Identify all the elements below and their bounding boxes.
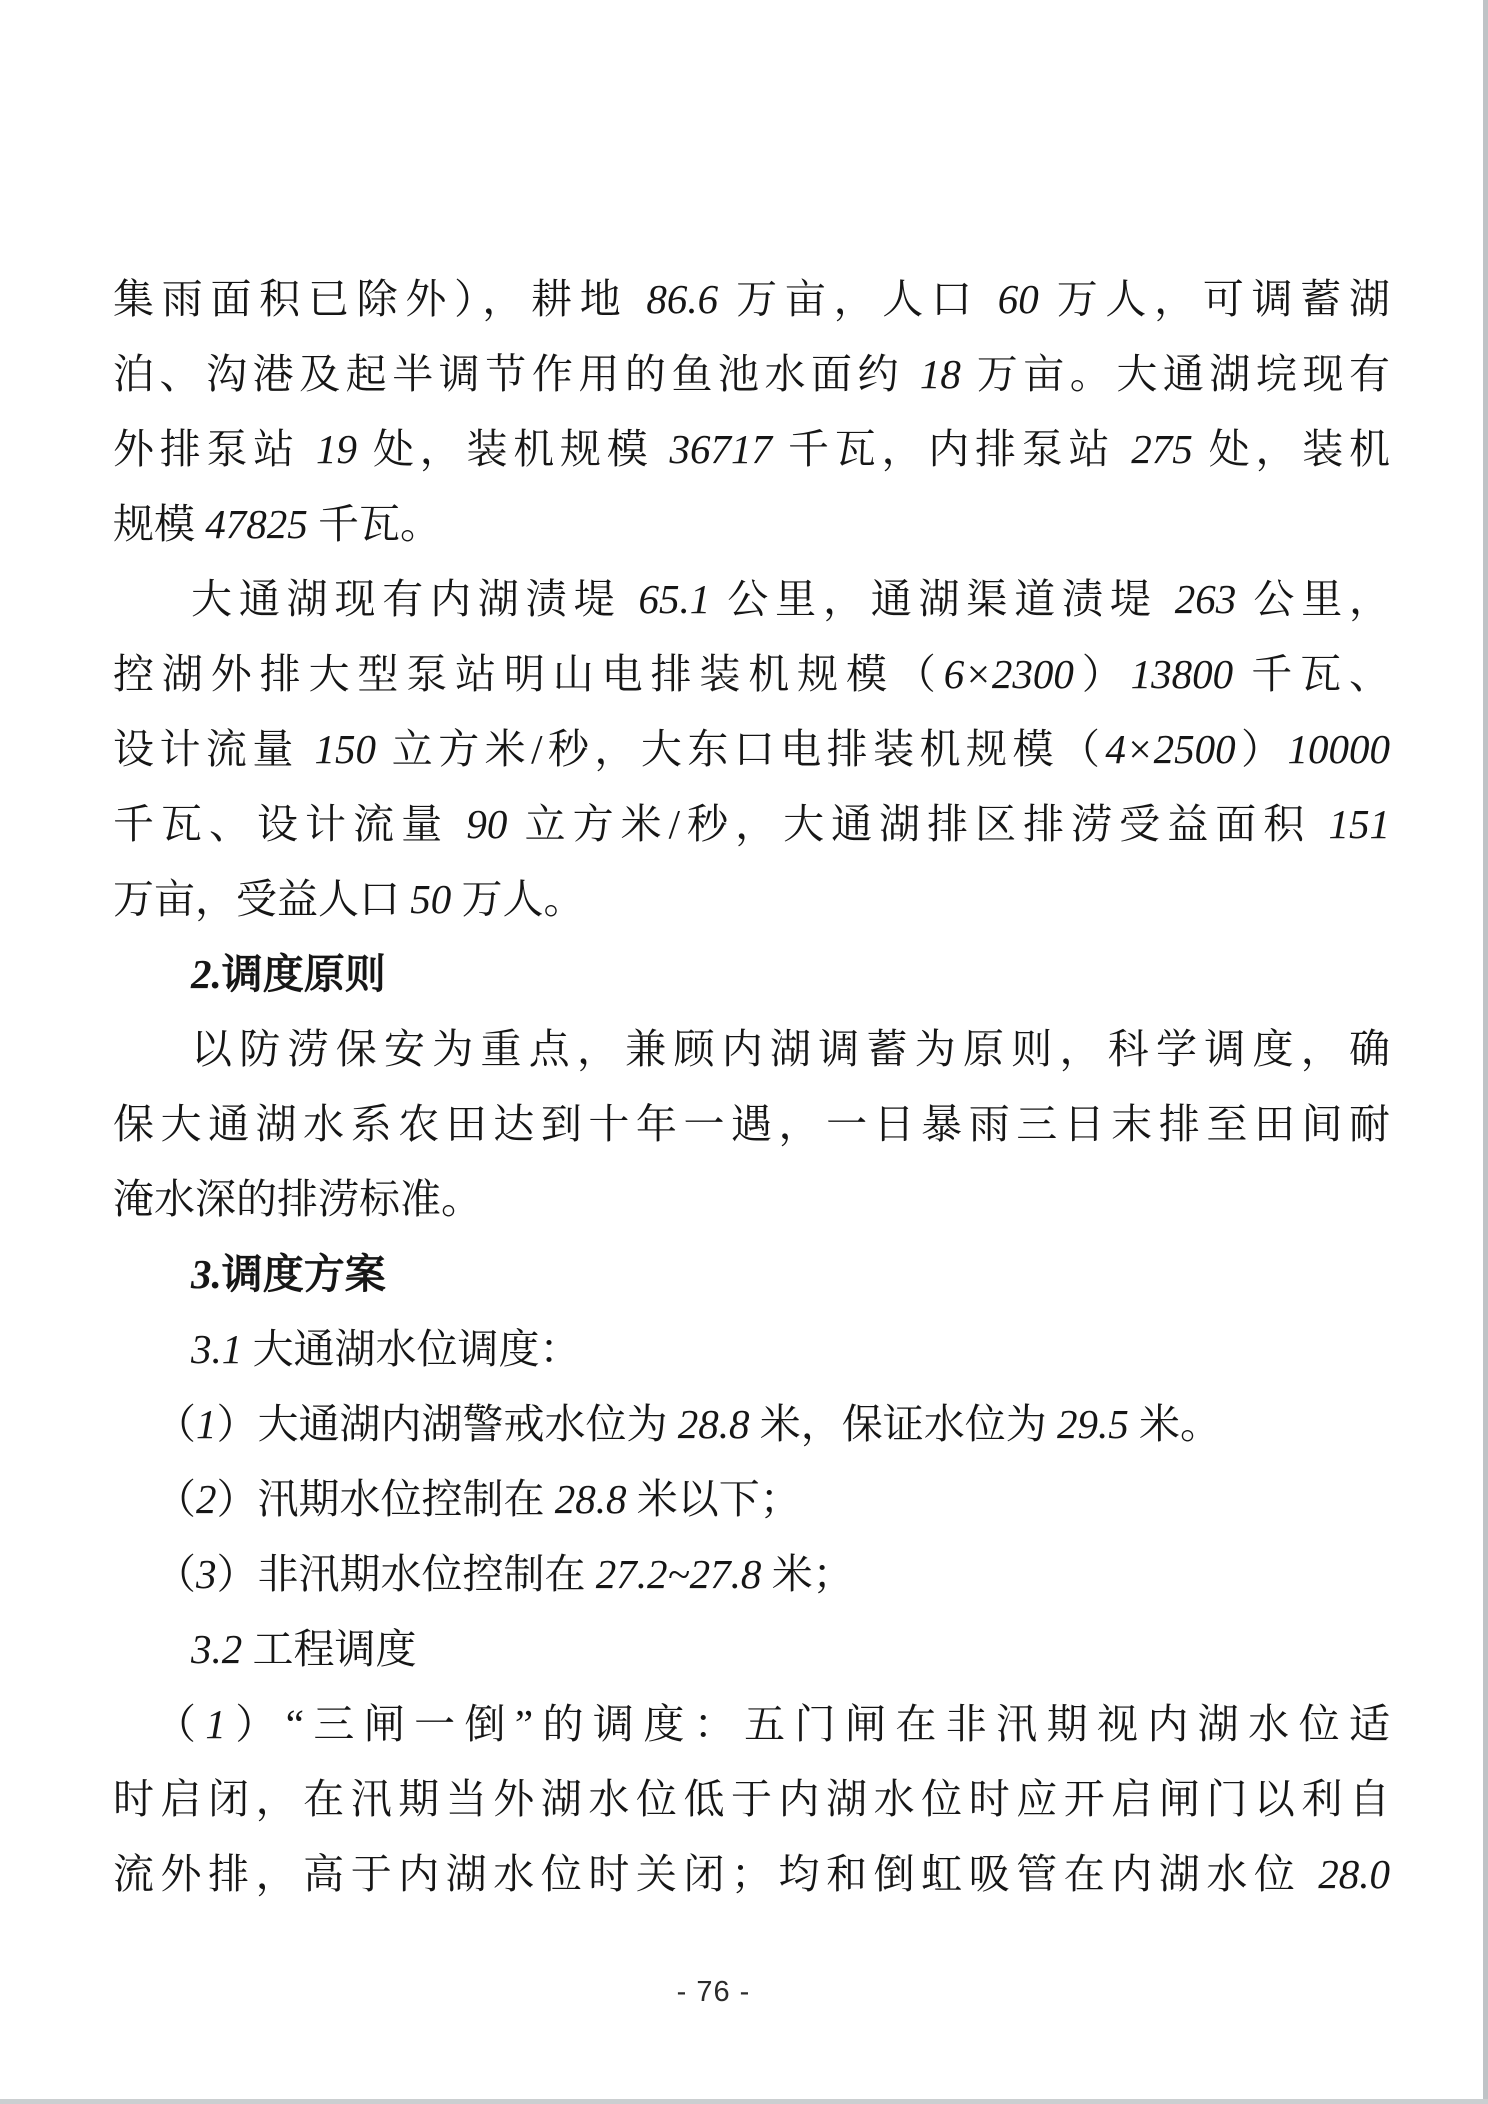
text-line: 泊、沟港及起半调节作用的鱼池水面约 18 万亩。大通湖垸现有 (113, 351, 1391, 397)
section-heading: 3.调度方案 (191, 1251, 386, 1297)
text-line: （1）大通湖内湖警戒水位为 28.8 米，保证水位为 29.5 米。 (155, 1401, 1221, 1447)
text-line: 集雨面积已除外），耕地 86.6 万亩，人口 60 万人，可调蓄湖 (113, 276, 1391, 322)
text-line: 万亩，受益人口 50 万人。 (113, 876, 585, 922)
page-number: - 76 - (676, 1976, 751, 2008)
text-line: 3.2 工程调度 (191, 1626, 417, 1672)
text-line: 大通湖现有内湖渍堤 65.1 公里，通湖渠道渍堤 263 公里， (191, 576, 1391, 622)
text-line: 流外排，高于内湖水位时关闭；均和倒虹吸管在内湖水位 28.0 (113, 1851, 1390, 1897)
text-line: 千瓦、设计流量 90 立方米/秒，大通湖排区排涝受益面积 151 (113, 801, 1391, 847)
text-line: （3）非汛期水位控制在 27.2~27.8 米； (155, 1551, 854, 1597)
text-line: 控湖外排大型泵站明山电排装机规模（6×2300）13800 千瓦、 (113, 651, 1391, 697)
text-line: 外排泵站 19 处，装机规模 36717 千瓦，内排泵站 275 处，装机 (113, 426, 1390, 472)
page-edge-bottom (0, 2099, 1488, 2104)
document-body (113, 262, 1390, 1912)
text-line: 淹水深的排涝标准。 (113, 1176, 482, 1222)
section-heading: 2.调度原则 (191, 951, 386, 997)
text-line: 3.1 大通湖水位调度： (191, 1326, 581, 1372)
text-line: 保大通湖水系农田达到十年一遇，一日暴雨三日末排至田间耐 (113, 1101, 1390, 1147)
text-line: （2）汛期水位控制在 28.8 米以下； (155, 1476, 801, 1522)
page-edge-right (1483, 0, 1488, 2104)
text-line: （1）“三闸一倒”的调度：五门闸在非汛期视内湖水位适 (155, 1701, 1390, 1747)
text-line: 以防涝保安为重点，兼顾内湖调蓄为原则，科学调度，确 (191, 1026, 1390, 1072)
text-line: 规模 47825 千瓦。 (113, 501, 441, 547)
text-line: 时启闭，在汛期当外湖水位低于内湖水位时应开启闸门以利自 (113, 1776, 1390, 1822)
text-line: 设计流量 150 立方米/秒，大东口电排装机规模（4×2500）10000 (113, 726, 1391, 772)
